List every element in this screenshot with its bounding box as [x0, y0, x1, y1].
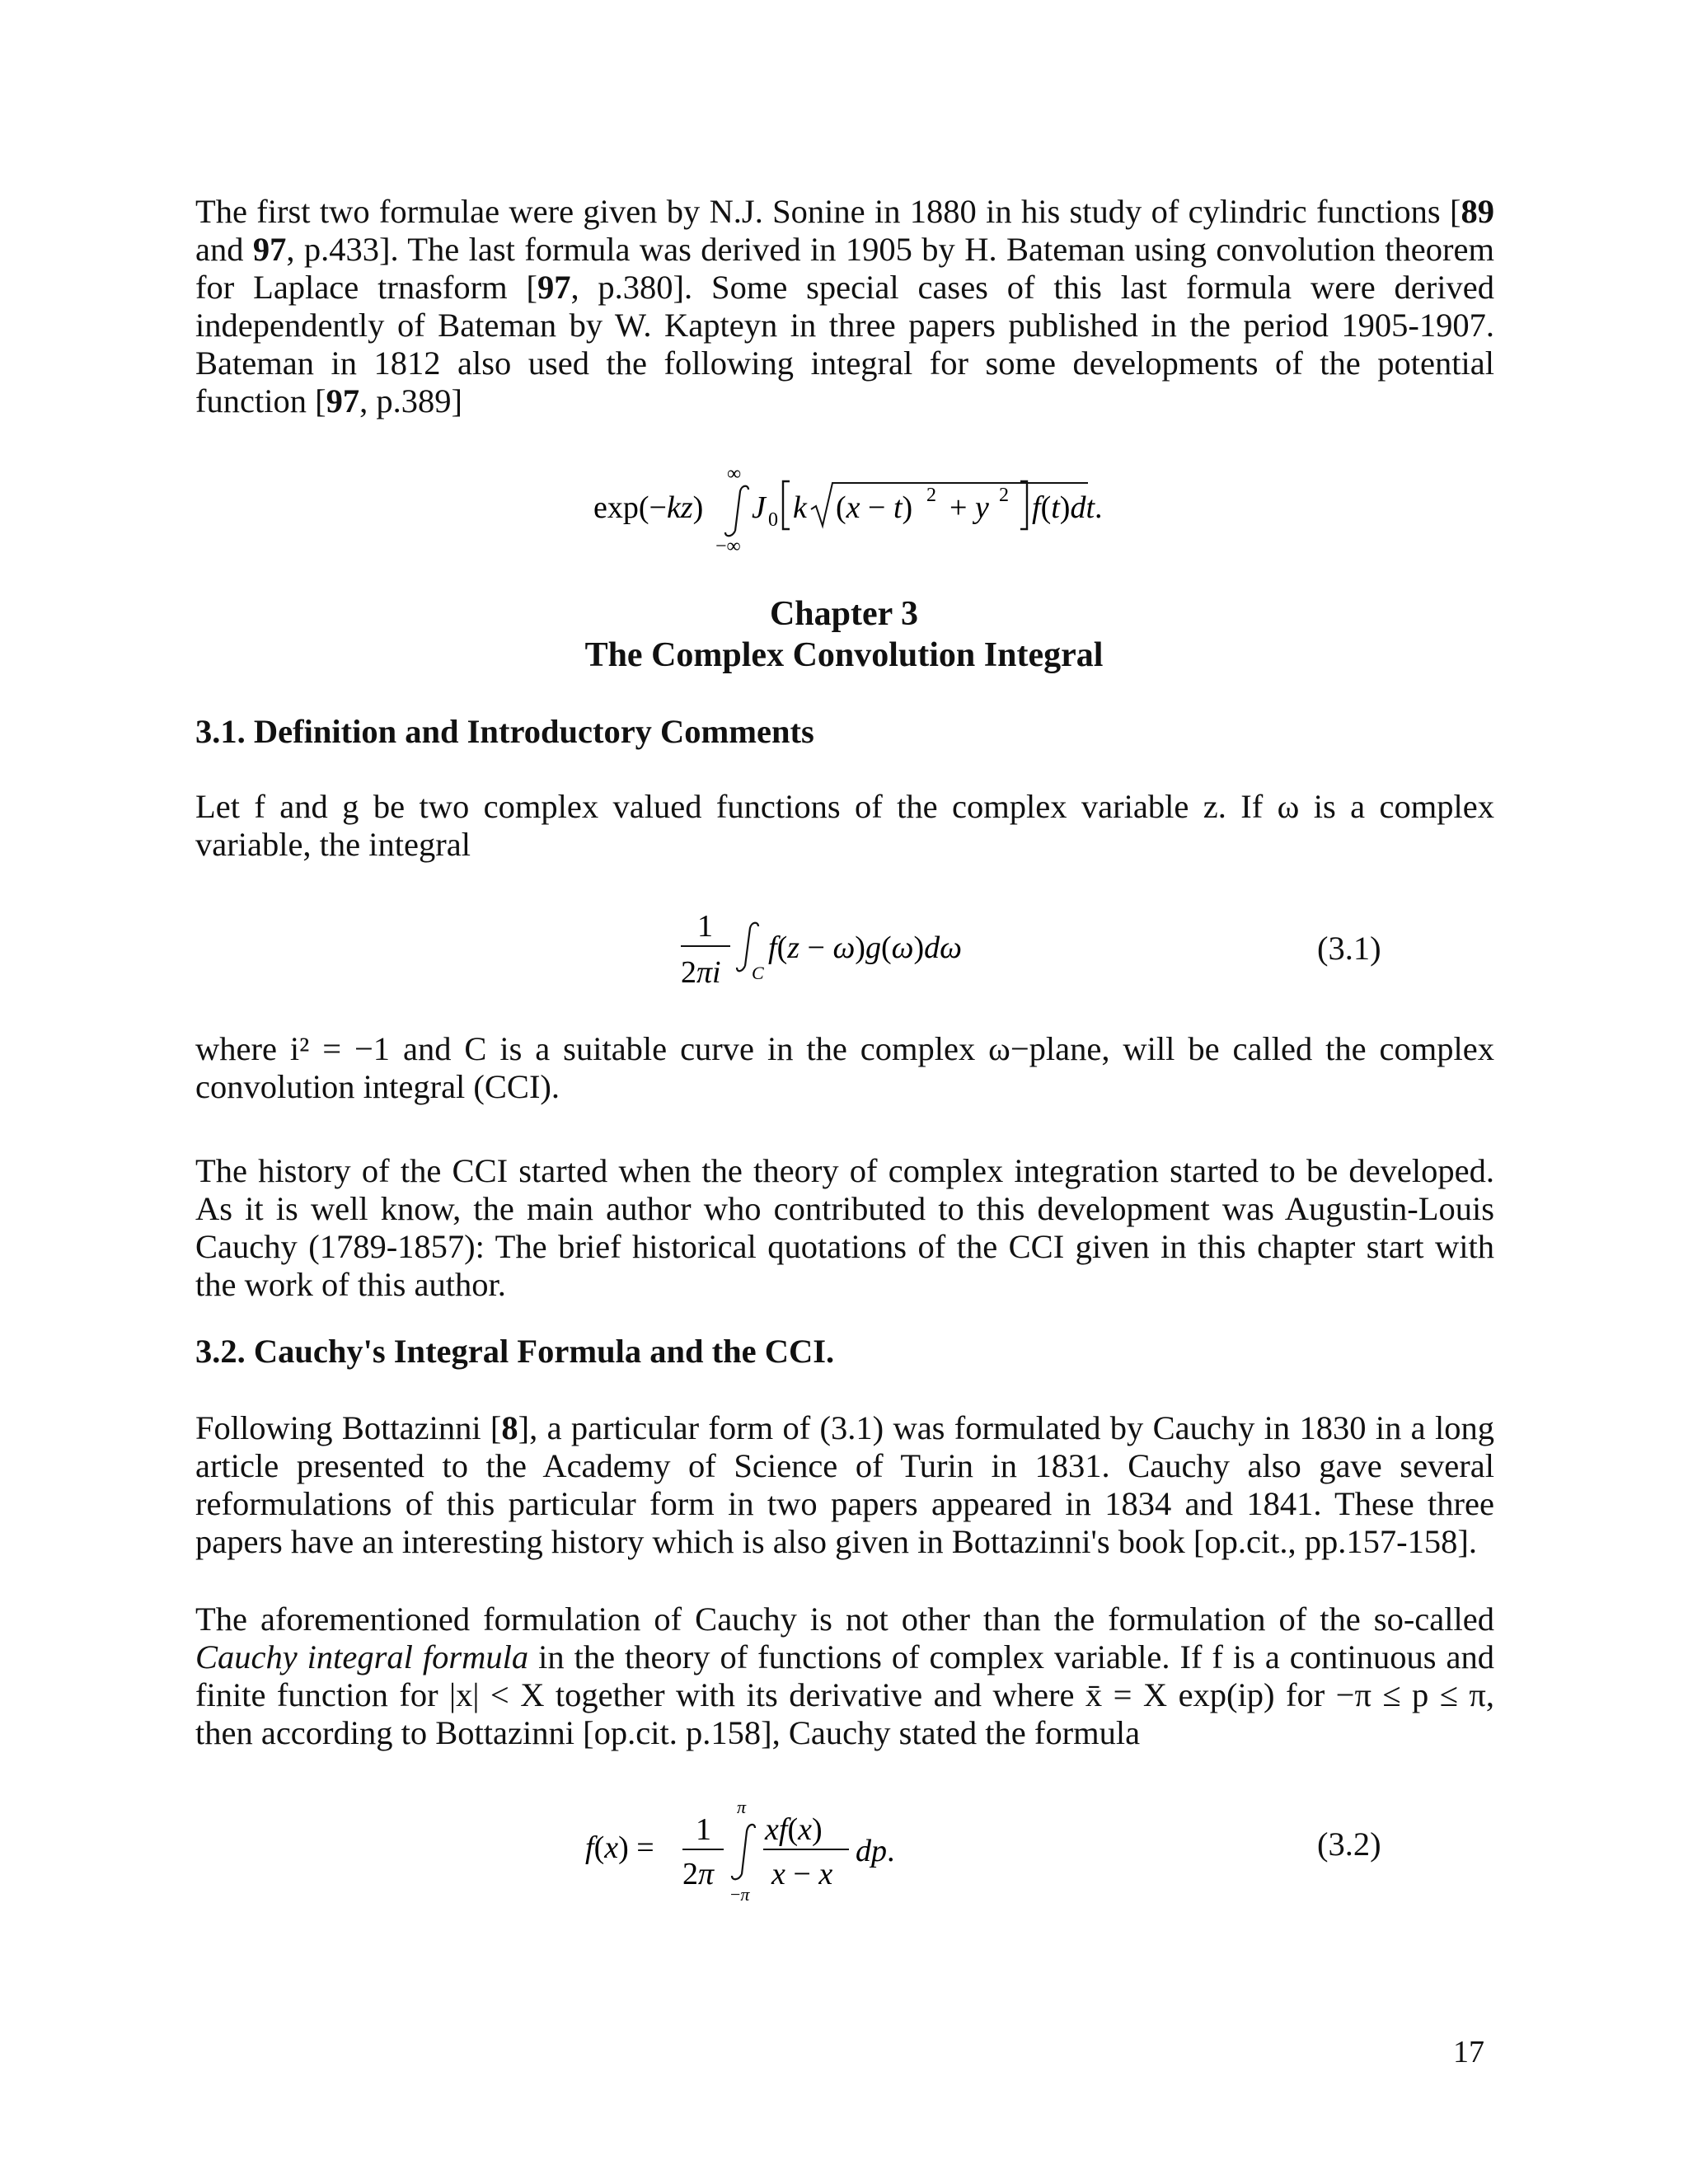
section-3-2-paragraph-1 — [195, 1409, 1494, 1561]
svg-text:xf(x): xf(x) — [765, 1812, 823, 1847]
equation-3-2-number: (3.2) — [1317, 1825, 1381, 1863]
svg-text:−π: −π — [730, 1884, 750, 1905]
svg-text:2πi: 2πi — [681, 955, 721, 990]
intro-text-5: , p.389] — [359, 382, 462, 419]
section-3-2-text-c: The aforementioned formulation of Cauchy is not other than the formulation of the so-called — [195, 1601, 1494, 1638]
intro-text-2: and — [195, 231, 253, 268]
svg-text:+ y: + y — [950, 490, 989, 525]
section-3-2-text-a: Following Bottazinni [ — [195, 1409, 502, 1446]
ref-97-c: 97 — [326, 382, 360, 419]
svg-text:2: 2 — [926, 485, 936, 506]
section-3-2-text-d: in the theory of functions of complex variable. If f is a continuous and finite function for |x| < X together with its derivative and where x̄ = X exp(ip) for −π ≤ p ≤ π, then according to Bottazinni [op.cit. p.158], Cauchy stated the formula — [195, 1638, 1494, 1751]
intro-text-1: The first two formulae were given by N.J. Sonine in 1880 in his study of cylindric functions [ — [195, 193, 1461, 230]
bateman-integral-equation — [577, 462, 1154, 560]
equation-3-1-number: (3.1) — [1317, 930, 1381, 967]
svg-text:exp(−kz): exp(−kz) — [593, 490, 704, 525]
section-3-1-heading: 3.1. Definition and Introductory Comments — [195, 713, 814, 750]
svg-text:dp.: dp. — [856, 1834, 895, 1868]
svg-text:f(x) =: f(x) = — [585, 1830, 654, 1865]
svg-text:−∞: −∞ — [715, 536, 741, 557]
svg-text:J: J — [752, 490, 766, 525]
section-3-2-paragraph-2 — [195, 1601, 1494, 1752]
page-number: 17 — [1453, 2035, 1484, 2069]
cauchy-integral-formula-term: Cauchy integral formula — [195, 1638, 529, 1675]
equation-3-1 — [676, 907, 1055, 997]
svg-text:k: k — [793, 490, 807, 525]
section-3-1-paragraph-1: Let f and g be two complex valued functions of the complex variable z. If ω is a complex variable, the integral — [195, 788, 1494, 863]
svg-text:π: π — [737, 1797, 747, 1817]
section-3-1-paragraph-2: where i² = −1 and C is a suitable curve in the complex ω−plane, will be called the complex convolution integral (CCI). — [195, 1030, 1494, 1105]
svg-text:∞: ∞ — [727, 463, 742, 485]
svg-text:1: 1 — [696, 1812, 711, 1847]
ref-89: 89 — [1461, 193, 1494, 230]
ref-97-b: 97 — [537, 269, 571, 306]
intro-text-3: , p.433]. The last formula was derived in 1905 by H. Bateman using convolution theorem for Laplace trnasform [ — [195, 231, 1494, 306]
section-3-2-text-b: ], a particular form of (3.1) was formulated by Cauchy in 1830 in a long article presented to the Academy of Science of Turin in 1831. Cauchy also gave several reformulations of this particular form in two papers appeared in 1834 and 1841. These three papers have an interesting history which is also given in Bottazinni's book [op.cit., pp.157-158]. — [195, 1409, 1494, 1560]
chapter-title: The Complex Convolution Integral — [584, 636, 1104, 674]
svg-text:C: C — [752, 963, 764, 983]
svg-text:f(z − ω)g(ω)dω: f(z − ω)g(ω)dω — [768, 930, 962, 965]
ref-8: 8 — [501, 1409, 518, 1446]
section-3-1-paragraph-3: The history of the CCI started when the theory of complex integration started to be developed. As it is well know, the main author who contributed to this development was Augustin-Louis Cauchy (1789-1857): The brief historical quotations of the CCI given in this chapter start with the work of this author. — [195, 1152, 1494, 1303]
equation-3-2 — [577, 1788, 1039, 1904]
svg-text:x − x: x − x — [771, 1857, 833, 1891]
intro-text-4: , p.380]. Some special cases of this last formula were derived independently of Bateman by W. Kapteyn in three papers published in the period 1905-1907. Bateman in 1812 also used the following integral for some developments of the potential function [ — [195, 269, 1494, 419]
svg-text:(x − t): (x − t) — [836, 490, 913, 525]
svg-text:2: 2 — [999, 485, 1009, 506]
section-3-2-heading: 3.2. Cauchy's Integral Formula and the CCI. — [195, 1333, 835, 1370]
svg-text:2π: 2π — [682, 1857, 715, 1891]
svg-text:0: 0 — [768, 509, 778, 531]
chapter-number: Chapter 3 — [769, 595, 919, 633]
ref-97-a: 97 — [252, 231, 287, 268]
svg-text:f(t)dt.: f(t)dt. — [1032, 490, 1103, 525]
svg-text:1: 1 — [697, 909, 713, 944]
intro-paragraph — [195, 193, 1494, 420]
